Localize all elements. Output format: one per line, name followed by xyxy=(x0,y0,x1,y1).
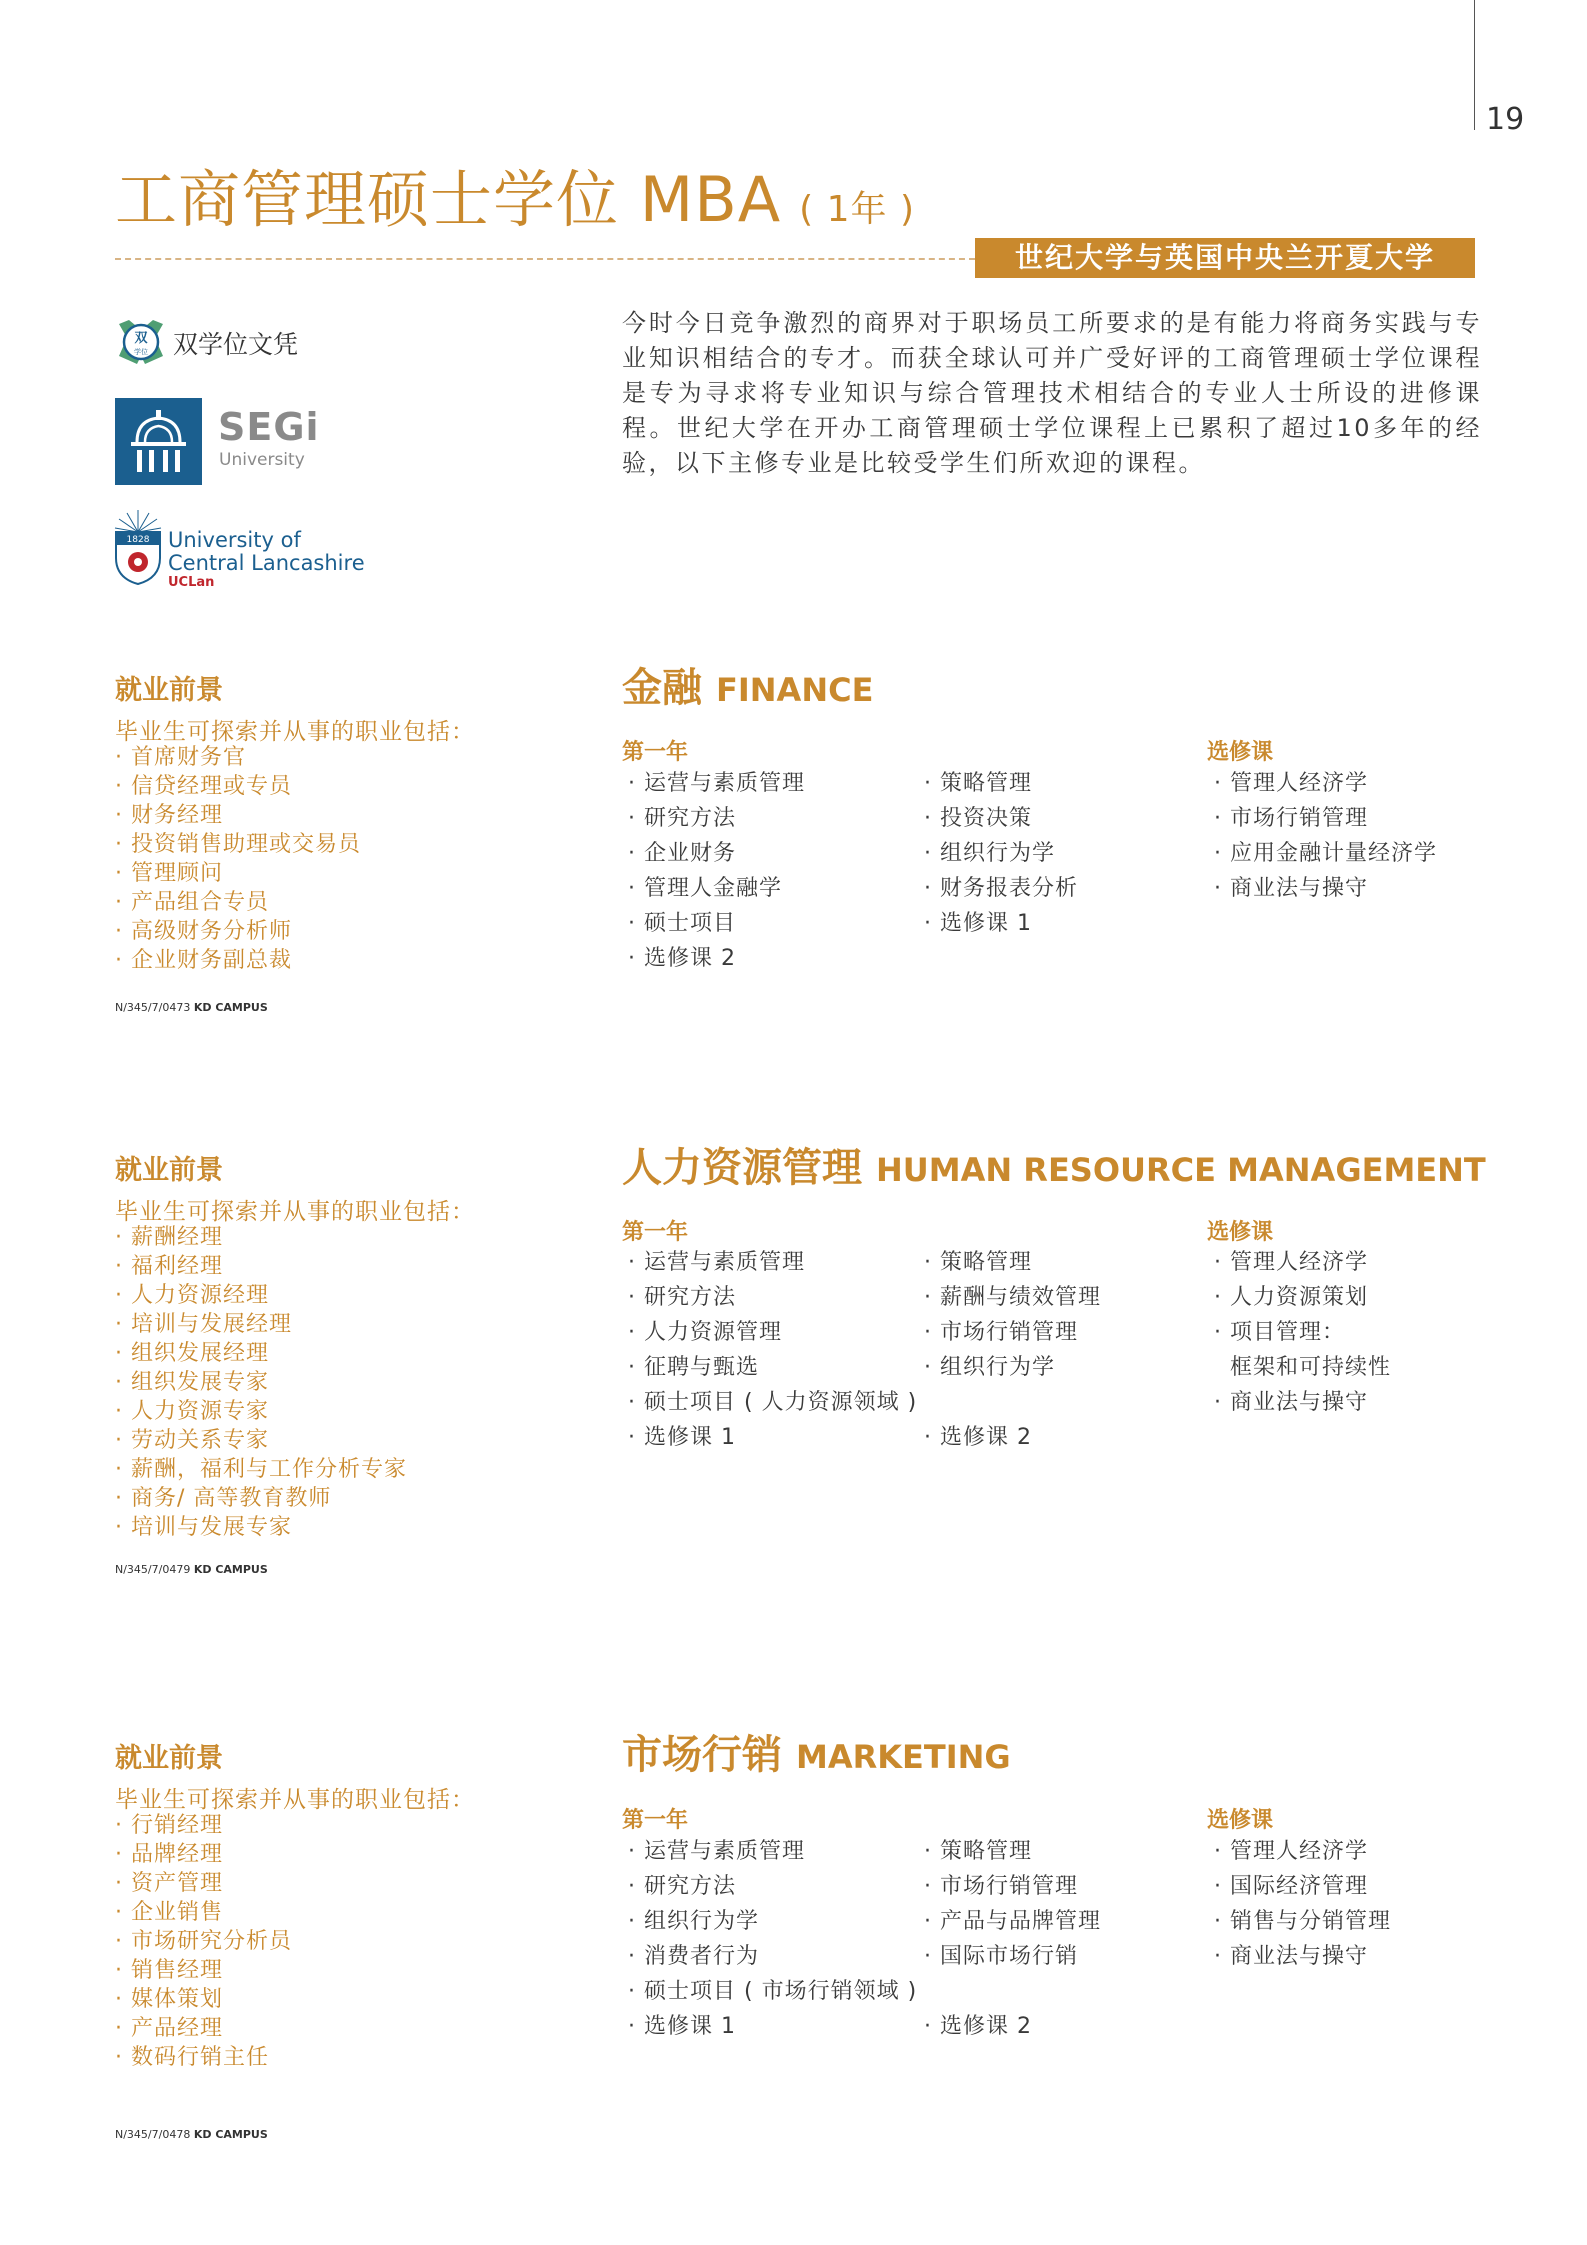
year1-heading: 第一年 xyxy=(622,1808,689,1833)
uclan-name-line1: University of xyxy=(168,528,301,552)
title-duration: ( 1年 ) xyxy=(799,189,916,230)
ref-code: N/345/7/0478 xyxy=(115,2128,191,2141)
career-item: · 薪酬，福利与工作分析专家 xyxy=(115,1455,407,1484)
elective-item: · 管理人经济学 xyxy=(1214,1834,1391,1869)
section-title-cn: 金融 xyxy=(622,665,702,711)
career-intro: 毕业生可探索并从事的职业包括： xyxy=(115,1199,475,1225)
career-item: · 福利经理 xyxy=(115,1252,407,1281)
course-item: · 市场行销管理 xyxy=(924,1869,1101,1904)
course-item: · 国际市场行销 xyxy=(924,1939,1101,1974)
course-item: · 征聘与甄选 xyxy=(628,1350,917,1385)
course-item: · 组织行为学 xyxy=(628,1904,917,1939)
course-item: · 研究方法 xyxy=(628,1280,917,1315)
course-item: · 运营与素质管理 xyxy=(628,1834,917,1869)
elective-column xyxy=(1214,1834,1391,1974)
elective-heading: 选修课 xyxy=(1207,1808,1274,1833)
section-title-hrm xyxy=(622,1136,1486,1193)
uclan-abbrev: UCLan xyxy=(168,575,215,590)
course-item: · 管理人金融学 xyxy=(628,871,805,906)
page-number: 19 xyxy=(1486,102,1525,137)
career-item: · 高级财务分析师 xyxy=(115,917,361,946)
course-item: · 产品与品牌管理 xyxy=(924,1904,1101,1939)
course-item: · 选修课 1 xyxy=(628,1420,917,1455)
course-item: · 策略管理 xyxy=(924,1245,1101,1280)
ref-campus: KD CAMPUS xyxy=(193,2128,268,2141)
career-item: · 销售经理 xyxy=(115,1956,292,1985)
course-item: · 硕士项目 ( 市场行销领域 ) xyxy=(628,1974,917,2009)
ref-campus: KD CAMPUS xyxy=(193,1001,268,1014)
course-item: · 财务报表分析 xyxy=(924,871,1078,906)
uclan-name-line2: Central Lancashire xyxy=(168,551,365,575)
elective-item: · 商业法与操守 xyxy=(1214,1385,1391,1420)
section-title-en: FINANCE xyxy=(716,671,874,709)
section-title-cn: 人力资源管理 xyxy=(622,1145,862,1191)
ref-code: N/345/7/0473 xyxy=(115,1001,191,1014)
career-item: · 数码行销主任 xyxy=(115,2043,292,2072)
accreditation-ref xyxy=(115,2128,268,2141)
career-heading: 就业前景 xyxy=(115,675,223,706)
career-item: · 产品经理 xyxy=(115,2014,292,2043)
career-item: · 薪酬经理 xyxy=(115,1223,407,1252)
elective-item: · 市场行销管理 xyxy=(1214,801,1437,836)
elective-item-continuation: 框架和可持续性 xyxy=(1230,1355,1392,1380)
course-item: · 运营与素质管理 xyxy=(628,1245,917,1280)
year1-heading: 第一年 xyxy=(622,740,689,765)
title-divider xyxy=(115,258,975,260)
career-intro: 毕业生可探索并从事的职业包括： xyxy=(115,1787,475,1813)
career-item: · 企业销售 xyxy=(115,1898,292,1927)
career-item: · 培训与发展经理 xyxy=(115,1310,407,1339)
elective-item: · 销售与分销管理 xyxy=(1214,1904,1391,1939)
career-list xyxy=(115,1223,407,1542)
career-item: · 组织发展专家 xyxy=(115,1368,407,1397)
course-item: · 研究方法 xyxy=(628,801,805,836)
career-item: · 人力资源经理 xyxy=(115,1281,407,1310)
career-item: · 市场研究分析员 xyxy=(115,1927,292,1956)
career-item: · 媒体策划 xyxy=(115,1985,292,2014)
course-item: · 硕士项目 xyxy=(628,906,805,941)
year1-heading: 第一年 xyxy=(622,1220,689,1245)
course-item: · 策略管理 xyxy=(924,766,1078,801)
title-main: 工商管理硕士学位 MBA xyxy=(115,163,782,236)
intro-paragraph: 今时今日竞争激烈的商界对于职场员工所要求的是有能力将商务实践与专业知识相结合的专才。而获全球认可并广受好评的工商管理硕士学位课程是专为寻求将专业知识与综合管理技术相结合的专业人士所设的进修课程。世纪大学在开办工商管理硕士学位课程上已累积了超过10多年的经验，以下主修专业是比较受学生们所欢迎的课程。 xyxy=(622,309,1482,477)
segi-name: SEGi xyxy=(218,405,320,449)
career-item: · 首席财务官 xyxy=(115,743,361,772)
elective-column xyxy=(1214,1245,1391,1420)
section-title-finance xyxy=(622,656,873,713)
course-item: · 组织行为学 xyxy=(924,1350,1101,1385)
section-title-marketing xyxy=(622,1723,1011,1780)
dual-badge-line2: 学位 xyxy=(134,348,148,356)
dual-degree-label: 双学位文凭 xyxy=(173,330,299,359)
elective-item: · 管理人经济学 xyxy=(1214,766,1437,801)
elective-item: · 国际经济管理 xyxy=(1214,1869,1391,1904)
career-item: · 品牌经理 xyxy=(115,1840,292,1869)
career-item: · 组织发展经理 xyxy=(115,1339,407,1368)
course-item: · 策略管理 xyxy=(924,1834,1101,1869)
course-item: · 投资决策 xyxy=(924,801,1078,836)
elective-heading: 选修课 xyxy=(1207,740,1274,765)
career-item: · 产品组合专员 xyxy=(115,888,361,917)
career-item: · 商务/ 高等教育教师 xyxy=(115,1484,407,1513)
course-item: · 选修课 2 xyxy=(924,2009,1032,2044)
career-item: · 行销经理 xyxy=(115,1811,292,1840)
career-heading: 就业前景 xyxy=(115,1155,223,1186)
course-item: · 市场行销管理 xyxy=(924,1315,1101,1350)
course-column-2 xyxy=(924,1834,1101,1974)
course-item: · 选修课 1 xyxy=(628,2009,917,2044)
course-column-1 xyxy=(628,1245,917,1455)
uclan-crest-year: 1828 xyxy=(126,535,150,545)
course-item: · 选修课 2 xyxy=(628,941,805,976)
dual-degree-badge-icon xyxy=(115,316,167,368)
course-item: · 薪酬与绩效管理 xyxy=(924,1280,1101,1315)
dual-badge-line1: 双 xyxy=(134,331,148,346)
section-title-en: HUMAN RESOURCE MANAGEMENT xyxy=(876,1151,1486,1189)
course-item: · 人力资源管理 xyxy=(628,1315,917,1350)
career-item: · 资产管理 xyxy=(115,1869,292,1898)
elective-item: · 人力资源策划 xyxy=(1214,1280,1391,1315)
course-column-1 xyxy=(628,1834,917,2044)
course-item: · 运营与素质管理 xyxy=(628,766,805,801)
elective-item: · 商业法与操守 xyxy=(1214,1939,1391,1974)
career-list xyxy=(115,743,361,975)
career-item: · 劳动关系专家 xyxy=(115,1426,407,1455)
course-item: · 研究方法 xyxy=(628,1869,917,1904)
segi-subtitle: University xyxy=(219,450,305,470)
course-item: · 选修课 2 xyxy=(924,1420,1032,1455)
elective-column xyxy=(1214,766,1437,906)
elective-item: · 应用金融计量经济学 xyxy=(1214,836,1437,871)
course-item: · 消费者行为 xyxy=(628,1939,917,1974)
course-item: · 组织行为学 xyxy=(924,836,1078,871)
career-item: · 人力资源专家 xyxy=(115,1397,407,1426)
section-title-cn: 市场行销 xyxy=(622,1732,782,1778)
segi-logo-icon xyxy=(115,398,202,485)
career-item: · 信贷经理或专员 xyxy=(115,772,361,801)
career-heading: 就业前景 xyxy=(115,1743,223,1774)
career-item: · 培训与发展专家 xyxy=(115,1513,407,1542)
course-column-2 xyxy=(924,1245,1101,1385)
course-item: · 硕士项目 ( 人力资源领域 ) xyxy=(628,1385,917,1420)
career-item: · 财务经理 xyxy=(115,801,361,830)
course-column-1 xyxy=(628,766,805,976)
accreditation-ref xyxy=(115,1001,268,1014)
career-intro: 毕业生可探索并从事的职业包括： xyxy=(115,719,475,745)
career-item: · 投资销售助理或交易员 xyxy=(115,830,361,859)
career-item: · 管理顾问 xyxy=(115,859,361,888)
section-title-en: MARKETING xyxy=(796,1738,1011,1776)
course-column-2 xyxy=(924,766,1078,941)
uclan-crest-icon xyxy=(113,506,163,586)
course-item: · 选修课 1 xyxy=(924,906,1078,941)
course-item: · 企业财务 xyxy=(628,836,805,871)
ref-campus: KD CAMPUS xyxy=(193,1563,268,1576)
partner-banner: 世纪大学与英国中央兰开夏大学 xyxy=(975,238,1475,278)
accreditation-ref xyxy=(115,1563,268,1576)
career-item: · 企业财务副总裁 xyxy=(115,946,361,975)
career-list xyxy=(115,1811,292,2072)
elective-heading: 选修课 xyxy=(1207,1220,1274,1245)
ref-code: N/345/7/0479 xyxy=(115,1563,191,1576)
elective-item: · 项目管理： xyxy=(1214,1315,1391,1350)
elective-item: · 商业法与操守 xyxy=(1214,871,1437,906)
elective-item: · 管理人经济学 xyxy=(1214,1245,1391,1280)
page-title xyxy=(115,150,915,239)
page-number-rule xyxy=(1474,0,1475,130)
